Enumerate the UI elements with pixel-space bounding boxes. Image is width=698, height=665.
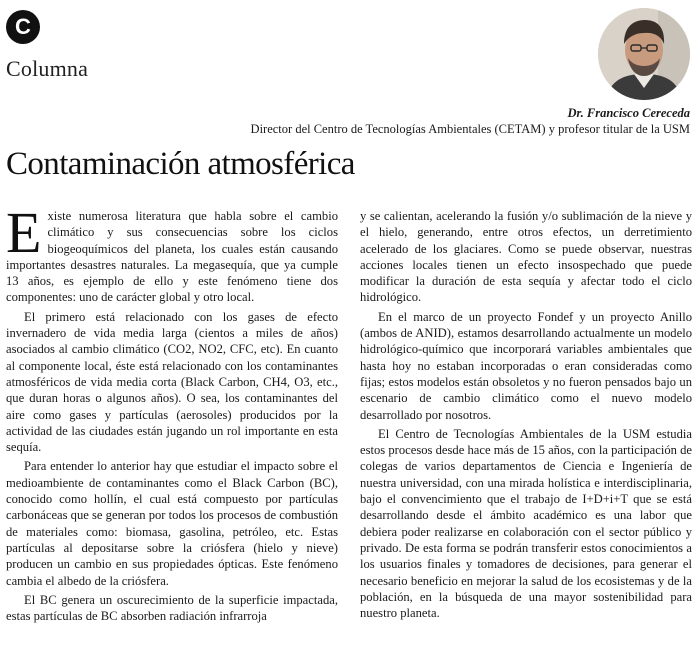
author-name: Dr. Francisco Cereceda (567, 106, 690, 120)
article-paragraph: El primero está relacionado con los gases de efecto invernadero de vida media larga (cientos a miles de años) asociados al cambio climático (CO2, NO2, CFC, etc). En cuanto al componente local, éste está relacionado con los contaminantes atmosféricos de vida media corta (Black Carbon, CH4, O3, etc., que duran horas o algunos años). O sea, los contaminantes del aire como gases y partículas (aerosoles) producidos por la actividad de las ciudades están jugando un rol importante en esta sequía. (6, 309, 338, 455)
article-paragraph: Para entender lo anterior hay que estudiar el impacto sobre el medioambiente de contaminantes como el Black Carbon (BC), conocido como hollín, el cual está compuesto por partículas carbonáceas que se generan por todos los procesos de combustión de materiales como: biomasa, gasolina, petróleo, etc. Estas partículas al depositarse sobre la criósfera (hielo y nieve) producen un cambio en sus propiedades ópticas. Este fenómeno cambia el albedo de la criósfera. (6, 459, 338, 588)
author-photo (598, 8, 690, 100)
article-column-left (6, 200, 338, 624)
author-role: Director del Centro de Tecnologías Ambientales (CETAM) y profesor titular de la USM (250, 122, 690, 136)
article-paragraph: El BC genera un oscurecimiento de la superficie impactada, estas partículas de BC absorben radiación infrarroja (6, 592, 338, 624)
author-portrait-icon (598, 8, 690, 100)
author-block (251, 105, 690, 137)
section-badge: C (6, 10, 40, 44)
article-title: Contaminación atmosférica (6, 146, 355, 182)
article-column-right (360, 208, 692, 621)
drop-cap: E (6, 200, 42, 265)
article-paragraph: y se calientan, acelerando la fusión y/o sublimación de la nieve y el hielo, generando, entre otros efectos, un derretimiento acelerado de los glaciares. Como se puede observar, nuestras acciones locales tienen un efecto insospechado que puede modificar la duración de esta sequía y afectar todo el ciclo hidrológico. (360, 209, 692, 305)
section-label: Columna (6, 56, 89, 81)
article-paragraph: El Centro de Tecnologías Ambientales de la USM estudia estos procesos desde hace más de 15 años, con la participación de colegas de varios departamentos de Ciencia e Ingeniería de nuestra universidad, con una mirada holística e interdisciplinaria, bajo el convencimiento que el trabajo de I+D+i+T que se está desarrollando desde el ámbito académico es una labor que debiera poder realizarse en colaboración con el sector público y privado. De esta forma se podrán transferir estos conocimientos a los usuarios finales y tomadores de decisiones, para generar el necesario beneficio en mejorar la salud de los ecosistemas y de la población, en la búsqueda de una mayor sostenibilidad para nuestro planeta. (360, 426, 692, 621)
article-paragraph: Existe numerosa literatura que habla sobre el cambio climático y sus consecuencias sobre los ciclos biogeoquímicos del planeta, los cuales están causando importantes desastres naturales. La megasequía, que ya cumple 13 años, es ejemplo de ello y este fenómeno tiene dos componentes: uno de carácter global y otro local. (6, 200, 338, 305)
article-paragraph: En el marco de un proyecto Fondef y un proyecto Anillo (ambos de ANID), estamos desarrollando actualmente un modelo hidrológico-químico que incorporará variables ambientales que hasta hoy no estaban incorporadas o eran consideradas como fijas; estos modelos están obsoletos y no fueron pensados bajo un escenario de cambio climático como el nuevo modelo desarrollado por nosotros. (360, 309, 692, 422)
